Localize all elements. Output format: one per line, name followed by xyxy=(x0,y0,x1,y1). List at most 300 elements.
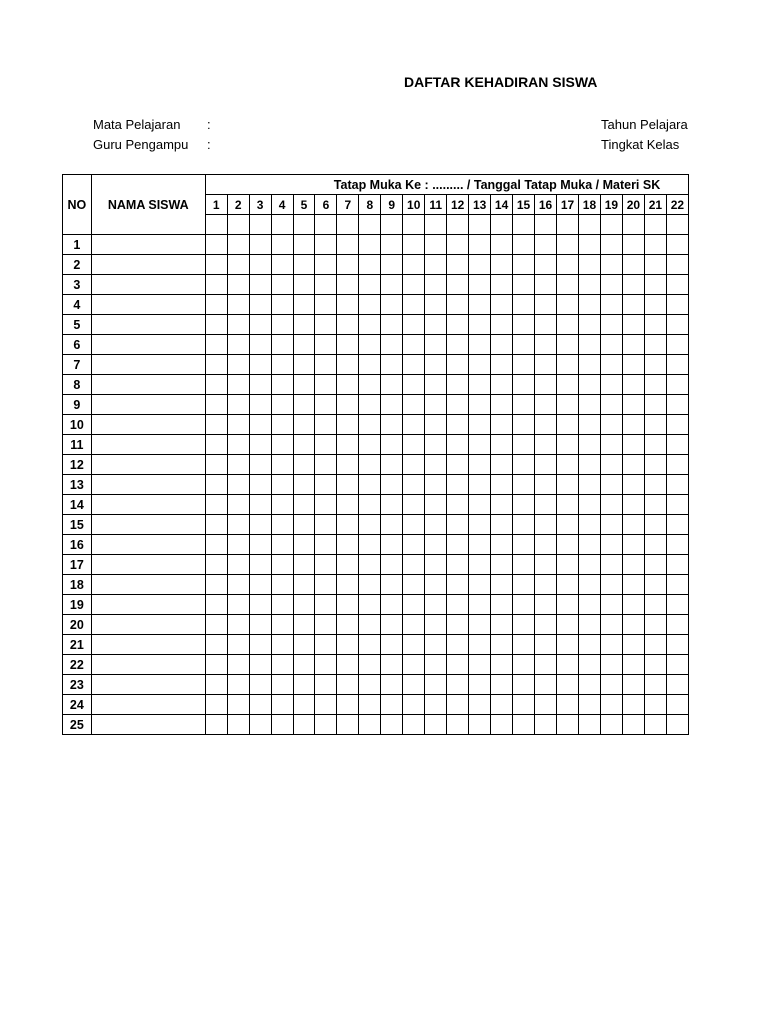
attendance-cell[interactable] xyxy=(600,495,622,515)
attendance-cell[interactable] xyxy=(491,415,513,435)
attendance-cell[interactable] xyxy=(227,475,249,495)
attendance-cell[interactable] xyxy=(381,555,403,575)
meeting-date-cell[interactable] xyxy=(425,215,447,235)
attendance-cell[interactable] xyxy=(359,475,381,495)
attendance-cell[interactable] xyxy=(227,555,249,575)
attendance-cell[interactable] xyxy=(337,715,359,735)
attendance-cell[interactable] xyxy=(337,235,359,255)
attendance-cell[interactable] xyxy=(535,355,557,375)
attendance-cell[interactable] xyxy=(578,595,600,615)
attendance-cell[interactable] xyxy=(535,715,557,735)
attendance-cell[interactable] xyxy=(205,695,227,715)
attendance-cell[interactable] xyxy=(249,395,271,415)
meeting-date-cell[interactable] xyxy=(315,215,337,235)
attendance-cell[interactable] xyxy=(337,675,359,695)
attendance-cell[interactable] xyxy=(469,375,491,395)
attendance-cell[interactable] xyxy=(293,415,315,435)
attendance-cell[interactable] xyxy=(578,435,600,455)
meeting-date-cell[interactable] xyxy=(644,215,666,235)
attendance-cell[interactable] xyxy=(644,475,666,495)
attendance-cell[interactable] xyxy=(425,675,447,695)
attendance-cell[interactable] xyxy=(381,595,403,615)
attendance-cell[interactable] xyxy=(315,235,337,255)
attendance-cell[interactable] xyxy=(337,535,359,555)
attendance-cell[interactable] xyxy=(666,495,688,515)
attendance-cell[interactable] xyxy=(425,635,447,655)
attendance-cell[interactable] xyxy=(491,435,513,455)
attendance-cell[interactable] xyxy=(293,695,315,715)
attendance-cell[interactable] xyxy=(381,435,403,455)
attendance-cell[interactable] xyxy=(469,395,491,415)
attendance-cell[interactable] xyxy=(557,675,579,695)
attendance-cell[interactable] xyxy=(425,295,447,315)
attendance-cell[interactable] xyxy=(491,675,513,695)
attendance-cell[interactable] xyxy=(513,715,535,735)
attendance-cell[interactable] xyxy=(337,655,359,675)
attendance-cell[interactable] xyxy=(403,255,425,275)
attendance-cell[interactable] xyxy=(578,635,600,655)
attendance-cell[interactable] xyxy=(447,315,469,335)
attendance-cell[interactable] xyxy=(557,475,579,495)
attendance-cell[interactable] xyxy=(359,435,381,455)
attendance-cell[interactable] xyxy=(600,715,622,735)
attendance-cell[interactable] xyxy=(403,415,425,435)
attendance-cell[interactable] xyxy=(425,655,447,675)
attendance-cell[interactable] xyxy=(644,615,666,635)
attendance-cell[interactable] xyxy=(359,675,381,695)
attendance-cell[interactable] xyxy=(381,475,403,495)
meeting-date-cell[interactable] xyxy=(578,215,600,235)
attendance-cell[interactable] xyxy=(381,255,403,275)
attendance-cell[interactable] xyxy=(381,295,403,315)
attendance-cell[interactable] xyxy=(600,355,622,375)
attendance-cell[interactable] xyxy=(249,275,271,295)
attendance-cell[interactable] xyxy=(469,495,491,515)
attendance-cell[interactable] xyxy=(425,715,447,735)
attendance-cell[interactable] xyxy=(578,335,600,355)
attendance-cell[interactable] xyxy=(381,235,403,255)
meeting-date-cell[interactable] xyxy=(513,215,535,235)
attendance-cell[interactable] xyxy=(535,675,557,695)
attendance-cell[interactable] xyxy=(271,635,293,655)
attendance-cell[interactable] xyxy=(403,595,425,615)
attendance-cell[interactable] xyxy=(381,715,403,735)
attendance-cell[interactable] xyxy=(249,695,271,715)
attendance-cell[interactable] xyxy=(578,475,600,495)
attendance-cell[interactable] xyxy=(271,235,293,255)
attendance-cell[interactable] xyxy=(249,715,271,735)
student-name-cell[interactable] xyxy=(91,635,205,655)
attendance-cell[interactable] xyxy=(557,295,579,315)
attendance-cell[interactable] xyxy=(249,355,271,375)
attendance-cell[interactable] xyxy=(447,435,469,455)
attendance-cell[interactable] xyxy=(403,475,425,495)
attendance-cell[interactable] xyxy=(600,635,622,655)
attendance-cell[interactable] xyxy=(622,715,644,735)
attendance-cell[interactable] xyxy=(315,715,337,735)
attendance-cell[interactable] xyxy=(447,355,469,375)
attendance-cell[interactable] xyxy=(425,335,447,355)
attendance-cell[interactable] xyxy=(205,355,227,375)
attendance-cell[interactable] xyxy=(644,295,666,315)
attendance-cell[interactable] xyxy=(249,615,271,635)
attendance-cell[interactable] xyxy=(513,535,535,555)
attendance-cell[interactable] xyxy=(666,255,688,275)
attendance-cell[interactable] xyxy=(205,455,227,475)
attendance-cell[interactable] xyxy=(666,695,688,715)
attendance-cell[interactable] xyxy=(271,515,293,535)
attendance-cell[interactable] xyxy=(600,575,622,595)
attendance-cell[interactable] xyxy=(315,655,337,675)
attendance-cell[interactable] xyxy=(227,415,249,435)
attendance-cell[interactable] xyxy=(403,395,425,415)
attendance-cell[interactable] xyxy=(622,675,644,695)
meeting-date-cell[interactable] xyxy=(622,215,644,235)
attendance-cell[interactable] xyxy=(381,635,403,655)
attendance-cell[interactable] xyxy=(359,275,381,295)
attendance-cell[interactable] xyxy=(381,315,403,335)
attendance-cell[interactable] xyxy=(578,535,600,555)
attendance-cell[interactable] xyxy=(227,375,249,395)
attendance-cell[interactable] xyxy=(469,615,491,635)
attendance-cell[interactable] xyxy=(227,435,249,455)
attendance-cell[interactable] xyxy=(447,615,469,635)
attendance-cell[interactable] xyxy=(359,715,381,735)
attendance-cell[interactable] xyxy=(578,395,600,415)
attendance-cell[interactable] xyxy=(359,575,381,595)
attendance-cell[interactable] xyxy=(293,295,315,315)
attendance-cell[interactable] xyxy=(557,575,579,595)
meeting-date-cell[interactable] xyxy=(337,215,359,235)
attendance-cell[interactable] xyxy=(557,355,579,375)
attendance-cell[interactable] xyxy=(666,515,688,535)
attendance-cell[interactable] xyxy=(535,315,557,335)
attendance-cell[interactable] xyxy=(227,355,249,375)
attendance-cell[interactable] xyxy=(425,515,447,535)
attendance-cell[interactable] xyxy=(578,615,600,635)
attendance-cell[interactable] xyxy=(600,295,622,315)
attendance-cell[interactable] xyxy=(381,455,403,475)
attendance-cell[interactable] xyxy=(644,515,666,535)
attendance-cell[interactable] xyxy=(578,275,600,295)
attendance-cell[interactable] xyxy=(425,535,447,555)
attendance-cell[interactable] xyxy=(293,575,315,595)
attendance-cell[interactable] xyxy=(359,235,381,255)
meeting-date-cell[interactable] xyxy=(249,215,271,235)
attendance-cell[interactable] xyxy=(359,455,381,475)
attendance-cell[interactable] xyxy=(337,315,359,335)
attendance-cell[interactable] xyxy=(315,415,337,435)
attendance-cell[interactable] xyxy=(227,615,249,635)
attendance-cell[interactable] xyxy=(644,395,666,415)
student-name-cell[interactable] xyxy=(91,535,205,555)
attendance-cell[interactable] xyxy=(337,455,359,475)
attendance-cell[interactable] xyxy=(600,235,622,255)
attendance-cell[interactable] xyxy=(535,575,557,595)
attendance-cell[interactable] xyxy=(666,235,688,255)
attendance-cell[interactable] xyxy=(447,715,469,735)
attendance-cell[interactable] xyxy=(381,675,403,695)
attendance-cell[interactable] xyxy=(227,235,249,255)
attendance-cell[interactable] xyxy=(337,595,359,615)
attendance-cell[interactable] xyxy=(359,655,381,675)
attendance-cell[interactable] xyxy=(403,535,425,555)
attendance-cell[interactable] xyxy=(622,235,644,255)
attendance-cell[interactable] xyxy=(359,635,381,655)
attendance-cell[interactable] xyxy=(491,655,513,675)
attendance-cell[interactable] xyxy=(644,635,666,655)
attendance-cell[interactable] xyxy=(622,355,644,375)
attendance-cell[interactable] xyxy=(293,615,315,635)
attendance-cell[interactable] xyxy=(622,435,644,455)
attendance-cell[interactable] xyxy=(578,655,600,675)
attendance-cell[interactable] xyxy=(337,395,359,415)
attendance-cell[interactable] xyxy=(271,555,293,575)
attendance-cell[interactable] xyxy=(227,715,249,735)
attendance-cell[interactable] xyxy=(666,555,688,575)
attendance-cell[interactable] xyxy=(205,575,227,595)
attendance-cell[interactable] xyxy=(205,275,227,295)
attendance-cell[interactable] xyxy=(359,615,381,635)
attendance-cell[interactable] xyxy=(271,675,293,695)
attendance-cell[interactable] xyxy=(205,655,227,675)
attendance-cell[interactable] xyxy=(622,315,644,335)
attendance-cell[interactable] xyxy=(205,595,227,615)
attendance-cell[interactable] xyxy=(271,535,293,555)
attendance-cell[interactable] xyxy=(425,375,447,395)
attendance-cell[interactable] xyxy=(513,235,535,255)
attendance-cell[interactable] xyxy=(666,395,688,415)
attendance-cell[interactable] xyxy=(271,495,293,515)
attendance-cell[interactable] xyxy=(469,555,491,575)
attendance-cell[interactable] xyxy=(491,515,513,535)
attendance-cell[interactable] xyxy=(271,475,293,495)
attendance-cell[interactable] xyxy=(249,675,271,695)
attendance-cell[interactable] xyxy=(425,255,447,275)
attendance-cell[interactable] xyxy=(403,455,425,475)
attendance-cell[interactable] xyxy=(447,335,469,355)
attendance-cell[interactable] xyxy=(666,275,688,295)
attendance-cell[interactable] xyxy=(205,235,227,255)
attendance-cell[interactable] xyxy=(271,695,293,715)
meeting-date-cell[interactable] xyxy=(491,215,513,235)
attendance-cell[interactable] xyxy=(666,595,688,615)
meeting-date-cell[interactable] xyxy=(359,215,381,235)
attendance-cell[interactable] xyxy=(293,355,315,375)
attendance-cell[interactable] xyxy=(249,255,271,275)
student-name-cell[interactable] xyxy=(91,675,205,695)
attendance-cell[interactable] xyxy=(271,655,293,675)
attendance-cell[interactable] xyxy=(381,355,403,375)
attendance-cell[interactable] xyxy=(578,495,600,515)
attendance-cell[interactable] xyxy=(491,255,513,275)
attendance-cell[interactable] xyxy=(271,415,293,435)
attendance-cell[interactable] xyxy=(557,375,579,395)
attendance-cell[interactable] xyxy=(535,655,557,675)
attendance-cell[interactable] xyxy=(293,555,315,575)
attendance-cell[interactable] xyxy=(600,515,622,535)
attendance-cell[interactable] xyxy=(227,635,249,655)
attendance-cell[interactable] xyxy=(447,575,469,595)
student-name-cell[interactable] xyxy=(91,655,205,675)
attendance-cell[interactable] xyxy=(403,715,425,735)
attendance-cell[interactable] xyxy=(425,475,447,495)
attendance-cell[interactable] xyxy=(205,375,227,395)
attendance-cell[interactable] xyxy=(513,655,535,675)
attendance-cell[interactable] xyxy=(535,595,557,615)
attendance-cell[interactable] xyxy=(271,395,293,415)
attendance-cell[interactable] xyxy=(513,255,535,275)
attendance-cell[interactable] xyxy=(403,555,425,575)
attendance-cell[interactable] xyxy=(205,435,227,455)
attendance-cell[interactable] xyxy=(535,455,557,475)
attendance-cell[interactable] xyxy=(425,435,447,455)
meeting-date-cell[interactable] xyxy=(227,215,249,235)
attendance-cell[interactable] xyxy=(666,295,688,315)
attendance-cell[interactable] xyxy=(469,255,491,275)
attendance-cell[interactable] xyxy=(535,535,557,555)
attendance-cell[interactable] xyxy=(315,695,337,715)
attendance-cell[interactable] xyxy=(666,715,688,735)
attendance-cell[interactable] xyxy=(666,475,688,495)
student-name-cell[interactable] xyxy=(91,515,205,535)
attendance-cell[interactable] xyxy=(666,355,688,375)
attendance-cell[interactable] xyxy=(622,255,644,275)
attendance-cell[interactable] xyxy=(293,655,315,675)
attendance-cell[interactable] xyxy=(315,355,337,375)
attendance-cell[interactable] xyxy=(469,475,491,495)
attendance-cell[interactable] xyxy=(315,475,337,495)
attendance-cell[interactable] xyxy=(271,295,293,315)
attendance-cell[interactable] xyxy=(271,455,293,475)
attendance-cell[interactable] xyxy=(535,235,557,255)
attendance-cell[interactable] xyxy=(644,495,666,515)
attendance-cell[interactable] xyxy=(315,375,337,395)
attendance-cell[interactable] xyxy=(205,335,227,355)
attendance-cell[interactable] xyxy=(249,435,271,455)
attendance-cell[interactable] xyxy=(337,335,359,355)
attendance-cell[interactable] xyxy=(249,515,271,535)
attendance-cell[interactable] xyxy=(578,295,600,315)
attendance-cell[interactable] xyxy=(535,295,557,315)
attendance-cell[interactable] xyxy=(293,515,315,535)
attendance-cell[interactable] xyxy=(600,275,622,295)
attendance-cell[interactable] xyxy=(205,675,227,695)
attendance-cell[interactable] xyxy=(403,515,425,535)
attendance-cell[interactable] xyxy=(469,275,491,295)
attendance-cell[interactable] xyxy=(600,415,622,435)
attendance-cell[interactable] xyxy=(205,295,227,315)
attendance-cell[interactable] xyxy=(644,555,666,575)
attendance-cell[interactable] xyxy=(469,575,491,595)
attendance-cell[interactable] xyxy=(381,695,403,715)
attendance-cell[interactable] xyxy=(513,375,535,395)
attendance-cell[interactable] xyxy=(381,575,403,595)
attendance-cell[interactable] xyxy=(535,555,557,575)
attendance-cell[interactable] xyxy=(644,435,666,455)
attendance-cell[interactable] xyxy=(425,235,447,255)
attendance-cell[interactable] xyxy=(666,675,688,695)
attendance-cell[interactable] xyxy=(557,655,579,675)
attendance-cell[interactable] xyxy=(293,495,315,515)
attendance-cell[interactable] xyxy=(557,635,579,655)
attendance-cell[interactable] xyxy=(447,495,469,515)
attendance-cell[interactable] xyxy=(315,575,337,595)
attendance-cell[interactable] xyxy=(425,315,447,335)
attendance-cell[interactable] xyxy=(469,335,491,355)
attendance-cell[interactable] xyxy=(513,675,535,695)
attendance-cell[interactable] xyxy=(227,275,249,295)
attendance-cell[interactable] xyxy=(666,635,688,655)
attendance-cell[interactable] xyxy=(293,375,315,395)
student-name-cell[interactable] xyxy=(91,455,205,475)
attendance-cell[interactable] xyxy=(491,315,513,335)
attendance-cell[interactable] xyxy=(622,595,644,615)
attendance-cell[interactable] xyxy=(447,635,469,655)
attendance-cell[interactable] xyxy=(666,415,688,435)
attendance-cell[interactable] xyxy=(359,295,381,315)
attendance-cell[interactable] xyxy=(513,575,535,595)
attendance-cell[interactable] xyxy=(425,595,447,615)
attendance-cell[interactable] xyxy=(249,635,271,655)
attendance-cell[interactable] xyxy=(205,635,227,655)
attendance-cell[interactable] xyxy=(557,435,579,455)
attendance-cell[interactable] xyxy=(557,395,579,415)
attendance-cell[interactable] xyxy=(578,455,600,475)
attendance-cell[interactable] xyxy=(315,595,337,615)
attendance-cell[interactable] xyxy=(403,575,425,595)
attendance-cell[interactable] xyxy=(403,235,425,255)
attendance-cell[interactable] xyxy=(644,675,666,695)
attendance-cell[interactable] xyxy=(600,555,622,575)
attendance-cell[interactable] xyxy=(425,695,447,715)
attendance-cell[interactable] xyxy=(622,375,644,395)
attendance-cell[interactable] xyxy=(337,635,359,655)
attendance-cell[interactable] xyxy=(293,435,315,455)
attendance-cell[interactable] xyxy=(469,635,491,655)
attendance-cell[interactable] xyxy=(447,395,469,415)
attendance-cell[interactable] xyxy=(403,675,425,695)
attendance-cell[interactable] xyxy=(337,615,359,635)
attendance-cell[interactable] xyxy=(359,315,381,335)
attendance-cell[interactable] xyxy=(447,255,469,275)
attendance-cell[interactable] xyxy=(293,315,315,335)
attendance-cell[interactable] xyxy=(403,295,425,315)
attendance-cell[interactable] xyxy=(447,295,469,315)
attendance-cell[interactable] xyxy=(491,275,513,295)
attendance-cell[interactable] xyxy=(403,615,425,635)
attendance-cell[interactable] xyxy=(557,715,579,735)
attendance-cell[interactable] xyxy=(557,315,579,335)
attendance-cell[interactable] xyxy=(578,355,600,375)
attendance-cell[interactable] xyxy=(644,315,666,335)
attendance-cell[interactable] xyxy=(359,395,381,415)
attendance-cell[interactable] xyxy=(337,415,359,435)
attendance-cell[interactable] xyxy=(403,495,425,515)
attendance-cell[interactable] xyxy=(644,375,666,395)
attendance-cell[interactable] xyxy=(622,635,644,655)
student-name-cell[interactable] xyxy=(91,315,205,335)
attendance-cell[interactable] xyxy=(644,595,666,615)
attendance-cell[interactable] xyxy=(293,635,315,655)
attendance-cell[interactable] xyxy=(359,595,381,615)
attendance-cell[interactable] xyxy=(271,435,293,455)
attendance-cell[interactable] xyxy=(205,515,227,535)
attendance-cell[interactable] xyxy=(491,475,513,495)
attendance-cell[interactable] xyxy=(381,515,403,535)
attendance-cell[interactable] xyxy=(600,595,622,615)
attendance-cell[interactable] xyxy=(337,275,359,295)
